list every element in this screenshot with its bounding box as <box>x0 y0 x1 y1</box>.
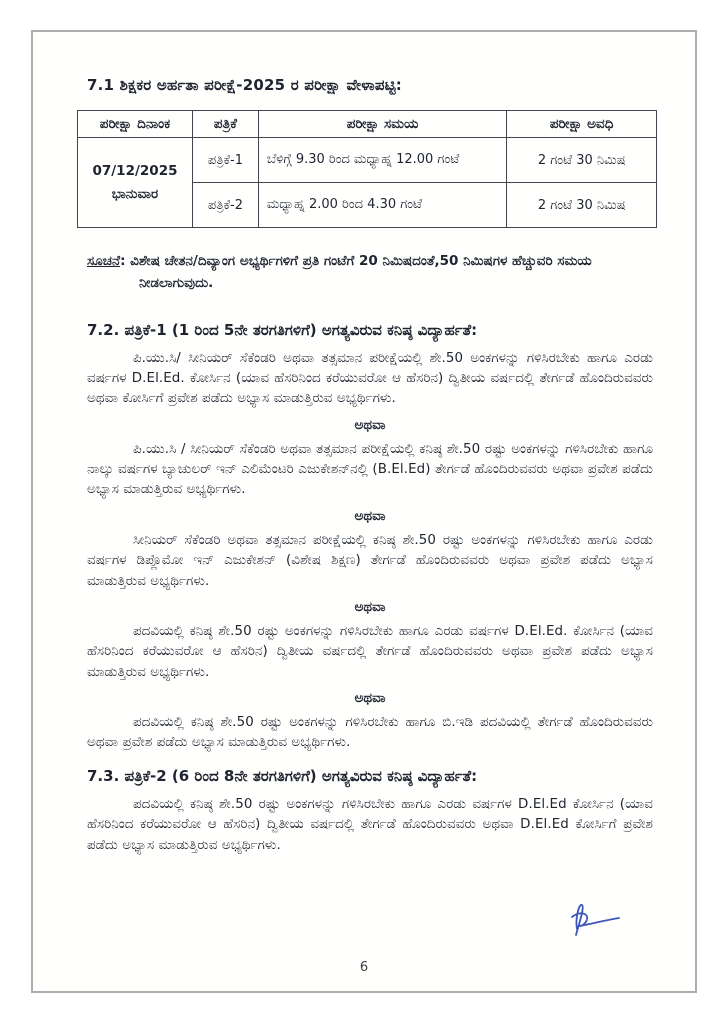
qualification-paragraph-5: ಪದವಿಯಲ್ಲಿ ಕನಿಷ್ಠ ಶೇ.50 ರಷ್ಟು ಅಂಕಗಳನ್ನು ಗಳಿಸಿರಬೇಕು ಹಾಗೂ ಬಿ.ಇಡಿ ಪದವಿಯಲ್ಲಿ ತೇರ್ಗಡೆ ಹೊಂದಿರುವವರು ಅಥವಾ ಪ್ರವೇಶ ಪಡೆದು ಅಭ್ಯಾಸ ಮಾಡುತ್ತಿರುವ ಅಭ್ಯರ್ಥಿಗಳು. <box>87 715 653 751</box>
section-7-2-heading: 7.2. ಪತ್ರಿಕೆ-1 (1 ರಿಂದ 5ನೇ ತರಗತಿಗಳಿಗೆ) ಅಗತ್ಯವಿರುವ ಕನಿಷ್ಠ ವಿದ್ಯಾರ್ಹತೆ: <box>87 320 478 339</box>
exam-day: ಭಾನುವಾರ <box>111 185 159 202</box>
paper-2-time-cell: ಮಧ್ಯಾಹ್ನ 2.00 ರಿಂದ 4.30 ಗಂಟೆ <box>258 183 506 228</box>
table-header-row <box>78 111 657 138</box>
qualification-paragraph-1: ಪಿ.ಯು.ಸಿ/ ಸೀನಿಯರ್ ಸೆಕೆಂಡರಿ ಅಥವಾ ತತ್ಸಮಾನ ಪರೀಕ್ಷೆಯಲ್ಲಿ ಶೇ.50 ಅಂಕಗಳನ್ನು ಗಳಿಸಿರಬೇಕು ಹಾಗೂ ಎರಡು ವರ್ಷಗಳ D.El.Ed. ಕೋರ್ಸಿನ (ಯಾವ ಹೆಸರಿನಿಂದ ಕರೆಯುವರೋ ಆ ಹೆಸರಿನ) ದ್ವಿತೀಯ ವರ್ಷದಲ್ಲಿ ತೇರ್ಗಡೆ ಹೊಂದಿರುವವರು ಅಥವಾ ಕೋರ್ಸಿಗೆ ಪ್ರವೇಶ ಪಡೆದು ಅಭ್ಯಾಸ ಮಾಡುತ್ತಿರುವ ಅಭ್ಯರ್ಥಿಗಳು. <box>87 350 653 407</box>
header-paper: ಪತ್ರಿಕೆ <box>192 111 258 138</box>
or-separator: ಅಥವಾ <box>354 416 386 433</box>
qualification-paragraph-4: ಪದವಿಯಲ್ಲಿ ಕನಿಷ್ಠ ಶೇ.50 ರಷ್ಟು ಅಂಕಗಳನ್ನು ಗಳಿಸಿರಬೇಕು ಹಾಗೂ ಎರಡು ವರ್ಷಗಳ D.El.Ed. ಕೋರ್ಸಿನ (ಯಾವ ಹೆಸರಿನಿಂದ ಕರೆಯುವರೋ ಆ ಹೆಸರಿನ) ದ್ವಿತೀಯ ವರ್ಷದಲ್ಲಿ ತೇರ್ಗಡೆ ಹೊಂದಿರುವವರು ಅಥವಾ ಪ್ರವೇಶ ಪಡೆದು ಅಭ್ಯಾಸ ಮಾಡುತ್ತಿರುವ ಅಭ್ಯರ್ಥಿಗಳು. <box>87 623 653 680</box>
or-separator: ಅಥವಾ <box>354 598 386 615</box>
header-exam-date: ಪರೀಕ್ಷಾ ದಿನಾಂಕ <box>78 111 193 138</box>
paper-2-duration-cell: 2 ಗಂಟೆ 30 ನಿಮಿಷ <box>507 183 657 228</box>
note-label: ಸೂಚನೆ <box>87 253 121 269</box>
exam-date-cell <box>78 138 193 228</box>
or-separator: ಅಥವಾ <box>354 690 386 707</box>
section-7-3-heading: 7.3. ಪತ್ರಿಕೆ-2 (6 ರಿಂದ 8ನೇ ತರಗತಿಗಳಿಗೆ) ಅಗತ್ಯವಿರುವ ಕನಿಷ್ಠ ವಿದ್ಯಾರ್ಹತೆ: <box>87 766 478 785</box>
page-border-frame <box>31 30 697 993</box>
header-exam-time: ಪರೀಕ್ಷಾ ಸಮಯ <box>258 111 506 138</box>
qualification-paragraph-2: ಪಿ.ಯು.ಸಿ / ಸೀನಿಯರ್ ಸೆಕೆಂಡರಿ ಅಥವಾ ತತ್ಸಮಾನ ಪರೀಕ್ಷೆಯಲ್ಲಿ ಕನಿಷ್ಠ ಶೇ.50 ರಷ್ಟು ಅಂಕಗಳನ್ನು ಗಳಿಸಿರಬೇಕು ಹಾಗೂ ನಾಲ್ಕು ವರ್ಷಗಳ ಬ್ಯಾಚುಲರ್ ಇನ್ ಎಲಿಮೆಂಟರಿ ಎಜುಕೇಶನ್‌ನಲ್ಲಿ (B.El.Ed) ತೇರ್ಗಡೆ ಹೊಂದಿರುವವರು ಅಥವಾ ಪ್ರವೇಶ ಪಡೆದು ಅಭ್ಯಾಸ ಮಾಡುತ್ತಿರುವ ಅಭ್ಯರ್ಥಿಗಳು. <box>87 441 653 498</box>
section-7-1-heading: 7.1 ಶಿಕ್ಷಕರ ಅರ್ಹತಾ ಪರೀಕ್ಷೆ-2025 ರ ಪರೀಕ್ಷಾ ವೇಳಾಪಟ್ಟಿ: <box>87 76 402 94</box>
paper-1-duration-cell: 2 ಗಂಟೆ 30 ನಿಮಿಷ <box>507 138 657 183</box>
special-needs-note <box>87 250 653 295</box>
handwritten-signature <box>563 897 627 945</box>
qualification-paragraph-3: ಸೀನಿಯರ್ ಸೆಕೆಂಡರಿ ಅಥವಾ ತತ್ಸಮಾನ ಪರೀಕ್ಷೆಯಲ್ಲಿ ಕನಿಷ್ಠ ಶೇ.50 ರಷ್ಟು ಅಂಕಗಳನ್ನು ಗಳಿಸಿರಬೇಕು ಹಾಗೂ ಎರಡು ವರ್ಷಗಳ ಡಿಪ್ಲೊಮೋ ಇನ್ ಎಜುಕೇಶನ್ (ವಿಶೇಷ ಶಿಕ್ಷಣ) ತೇರ್ಗಡೆ ಹೊಂದಿರುವವರು ಅಥವಾ ಪ್ರವೇಶ ಪಡೆದು ಅಭ್ಯಾಸ ಮಾಡುತ್ತಿರುವ ಅಭ್ಯರ್ಥಿಗಳು. <box>87 532 653 589</box>
exam-schedule-table <box>77 110 657 228</box>
header-exam-duration: ಪರೀಕ್ಷಾ ಅವಧಿ <box>507 111 657 138</box>
paper-1-time-cell: ಬೆಳಿಗ್ಗೆ 9.30 ರಿಂದ ಮಧ್ಯಾಹ್ನ 12.00 ಗಂಟೆ <box>258 138 506 183</box>
page-number: 6 <box>359 960 369 975</box>
qualification-paragraph-6: ಪದವಿಯಲ್ಲಿ ಕನಿಷ್ಠ ಶೇ.50 ರಷ್ಟು ಅಂಕಗಳನ್ನು ಗಳಿಸಿರಬೇಕು ಹಾಗೂ ಎರಡು ವರ್ಷಗಳ D.El.Ed ಕೋರ್ಸಿನ (ಯಾವ ಹೆಸರಿನಿಂದ ಕರೆಯುವರೋ ಆ ಹೆಸರಿನ) ದ್ವಿತೀಯ ವರ್ಷದಲ್ಲಿ ತೇರ್ಗಡೆ ಹೊಂದಿರುವವರು ಅಥವಾ D.El.Ed ಕೋರ್ಸಿಗೆ ಪ್ರವೇಶ ಪಡೆದು ಅಭ್ಯಾಸ ಮಾಡುತ್ತಿರುವ ಅಭ್ಯರ್ಥಿಗಳು. <box>87 796 653 853</box>
paper-1-cell: ಪತ್ರಿಕೆ-1 <box>192 138 258 183</box>
exam-date: 07/12/2025 <box>92 162 178 179</box>
or-separator: ಅಥವಾ <box>354 507 386 524</box>
table-row <box>78 138 657 183</box>
paper-2-cell: ಪತ್ರಿಕೆ-2 <box>192 183 258 228</box>
note-text: : ವಿಶೇಷ ಚೇತನ/ದಿವ್ಯಾಂಗ ಅಭ್ಯರ್ಥಿಗಳಿಗೆ ಪ್ರತಿ ಗಂಟೆಗೆ 20 ನಿಮಿಷದಂತೆ,50 ನಿಮಿಷಗಳ ಹೆಚ್ಚುವರಿ ಸಮಯ ನೀಡಲಾಗುವುದು. <box>120 253 592 292</box>
